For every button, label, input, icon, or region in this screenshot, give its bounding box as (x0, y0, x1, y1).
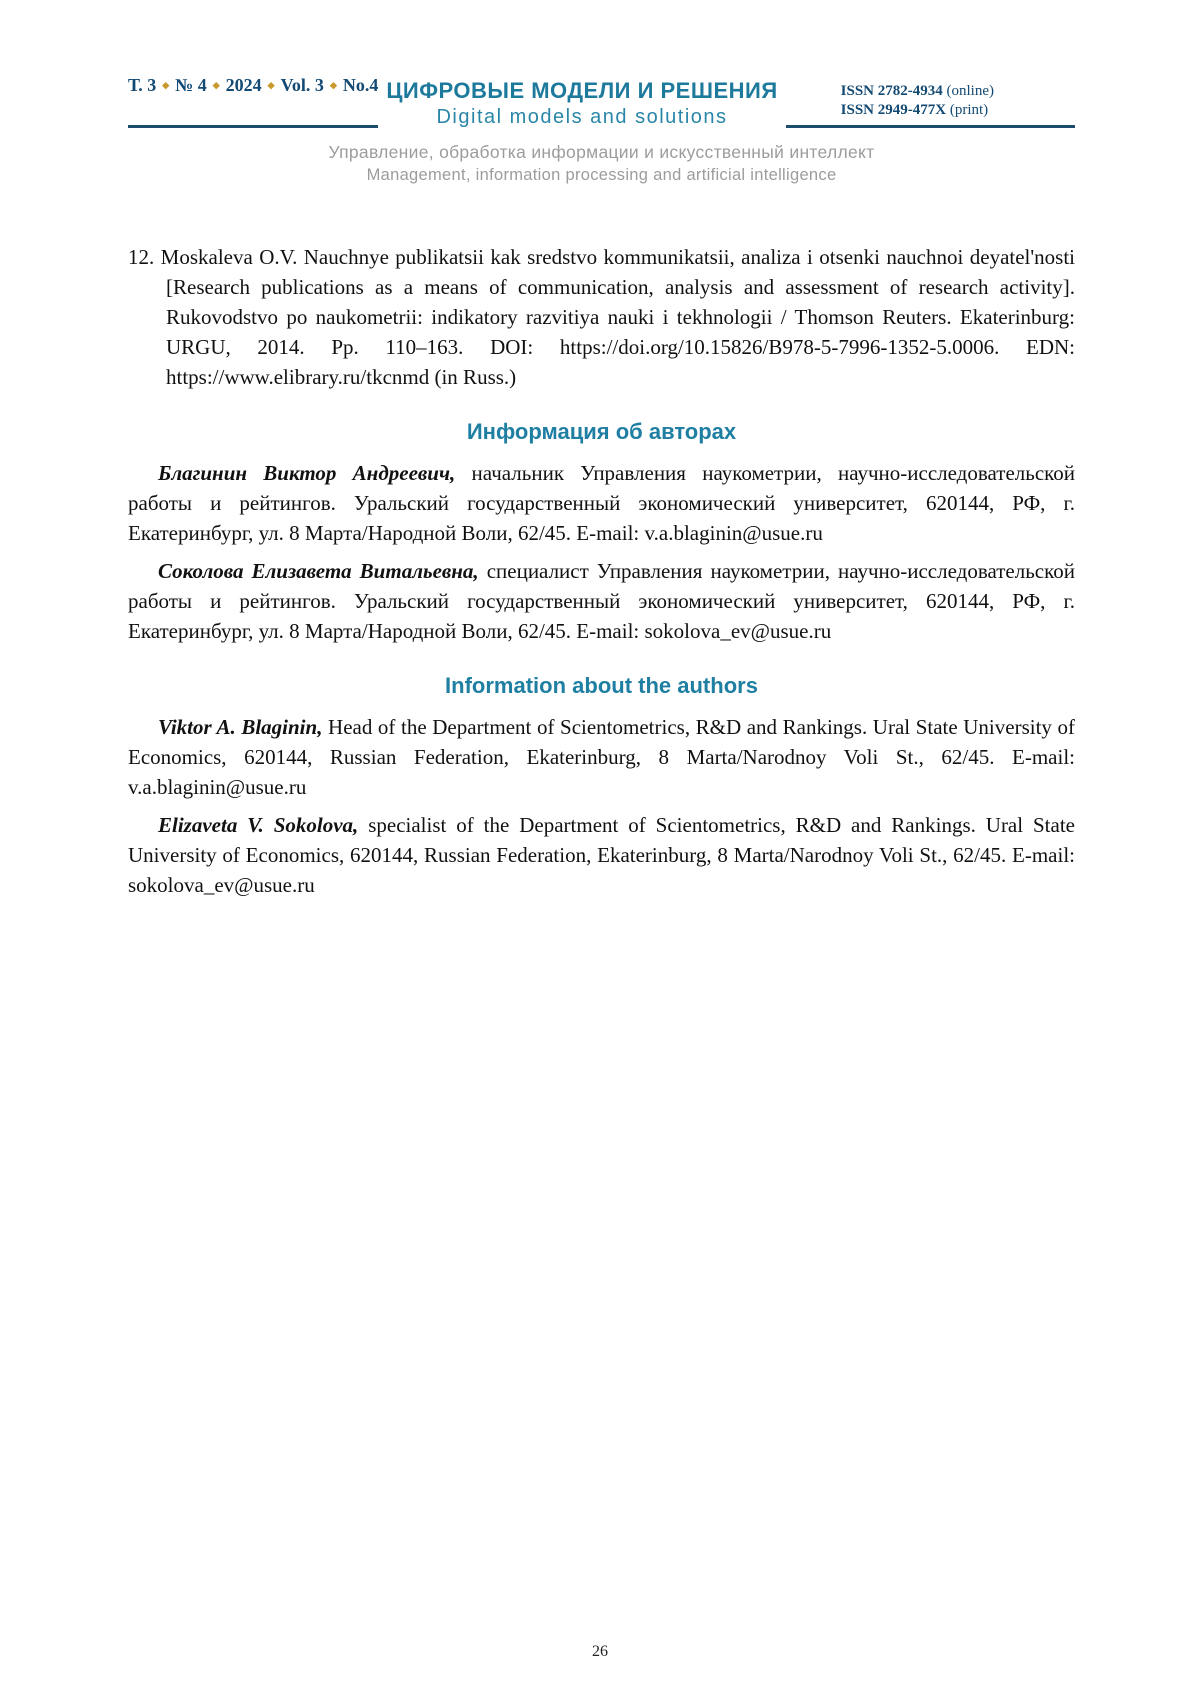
journal-section-strip (128, 140, 1075, 186)
reference-number: 12. (128, 245, 155, 269)
issue-number-ru: № 4 (175, 75, 207, 95)
author-name: Viktor A. Blaginin, (158, 715, 323, 739)
journal-title-ru: ЦИФРОВЫЕ МОДЕЛИ И РЕШЕНИЯ (386, 78, 778, 103)
author-details: начальник Управления наукометрии, научно-исследовательской работы и рейтингов. Уральский государственный экономический университет, 620144, РФ, г. Екатеринбург, ул. 8 Марта/Народной Воли, 62/45. E-mail: v.a.blaginin@usue.ru (128, 461, 1076, 545)
author-info-en-sokolova (128, 810, 1075, 900)
author-name: Elizaveta V. Sokolova, (158, 813, 359, 837)
diamond-separator-icon: ◆ (212, 80, 220, 90)
author-info-en-blaginin (128, 712, 1075, 802)
issue-volume-ru: Т. 3 (128, 75, 157, 95)
reference-text: Moskaleva O.V. Nauchnye publikatsii kak sredstvo kommunikatsii, analiza i otsenki nauchnoi deyatel'nosti [Research publications as a means of communication, analysis and assessment of research activity]. Rukovodstvo po naukometrii: indikatory razvitiya nauki i tekhnologii / Thomson Reuters. Ekaterinburg: URGU, 2014. Pp. 110–163. DOI: https://doi.org/10.15826/B978-5-7996-1352-5.0006. EDN: https://www.elibrary.ru/tkcnmd (in Russ.) (160, 245, 1076, 389)
section-title-en: Management, information processing and artificial intelligence (366, 166, 837, 184)
author-name: Благинин Виктор Андреевич, (158, 461, 456, 485)
page-number: 26 (592, 1643, 608, 1660)
author-details: специалист Управления наукометрии, научно-исследовательской работы и рейтингов. Уральский государственный экономический университет, 620144, РФ, г. Екатеринбург, ул. 8 Марта/Народной Воли, 62/45. E-mail: sokolova_ev@usue.ru (128, 559, 1076, 643)
author-info-ru-sokolova (128, 556, 1075, 646)
author-details: specialist of the Department of Scientometrics, R&D and Rankings. Ural State University of Economics, 620144, Russian Federation, Ekaterinburg, 8 Marta/Narodnoy Voli St., 62/45. E-mail: sokolova_ev@usue.ru (128, 813, 1075, 897)
diamond-separator-icon: ◆ (162, 80, 170, 90)
issue-info-column (128, 74, 378, 128)
authors-heading-en: Information about the authors (445, 673, 758, 698)
issn-print-qualifier: (print) (949, 102, 989, 118)
page-content (128, 242, 1075, 900)
diamond-separator-icon: ◆ (329, 80, 337, 90)
author-info-ru-blaginin (128, 458, 1075, 548)
issn-online (841, 82, 1075, 101)
issn-online-qualifier: (online) (946, 83, 994, 99)
issn-print-number: ISSN 2949-477X (840, 102, 947, 118)
reference-item (128, 242, 1075, 392)
issn-block (786, 74, 1075, 128)
issue-year: 2024 (225, 75, 262, 95)
journal-title-en: Digital models and solutions (436, 106, 728, 128)
issn-print (841, 101, 1075, 120)
issue-volume-en: Vol. 3 (280, 75, 324, 95)
author-details: Head of the Department of Scientometrics, R&D and Rankings. Ural State University of Economics, 620144, Russian Federation, Ekaterinburg, 8 Marta/Narodnoy Voli St., 62/45. E-mail: v.a.blaginin@usue.ru (128, 715, 1075, 799)
issue-info (128, 74, 378, 96)
section-title-ru: Управление, обработка информации и искусственный интеллект (328, 142, 875, 162)
diamond-separator-icon: ◆ (267, 80, 275, 90)
journal-title-block (378, 74, 785, 128)
author-name: Соколова Елизавета Витальевна, (158, 559, 479, 583)
page-header (128, 74, 1075, 128)
authors-heading-ru: Информация об авторах (466, 419, 737, 444)
issn-online-number: ISSN 2782-4934 (840, 83, 943, 99)
issue-number-en: No.4 (342, 75, 379, 95)
